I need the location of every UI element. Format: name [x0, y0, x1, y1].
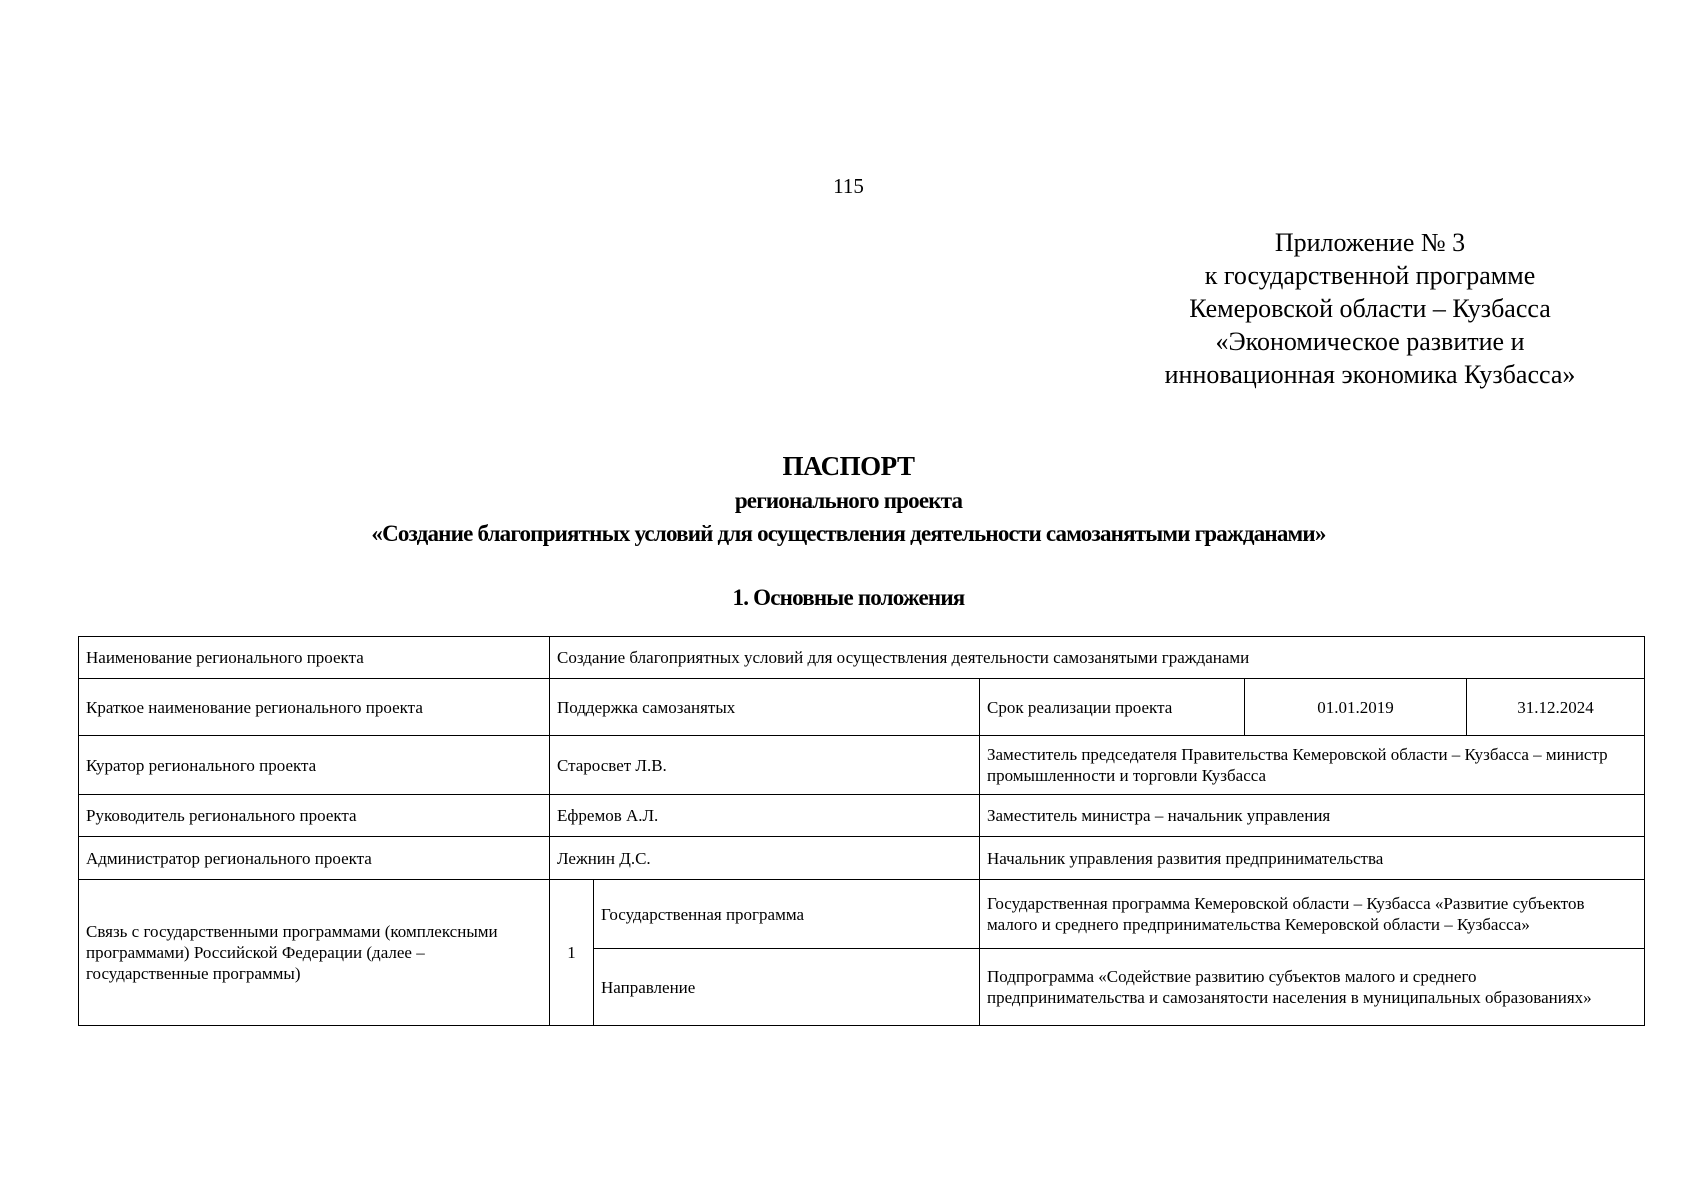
document-project-name: «Создание благоприятных условий для осуществления деятельности самозанятыми гражданами»: [371, 521, 1326, 546]
short-name-value: Поддержка самозанятых: [550, 679, 980, 736]
appendix-header: [1120, 226, 1620, 391]
appendix-line: инновационная экономика Кузбасса»: [1164, 360, 1576, 389]
appendix-line: «Экономическое развитие и: [1215, 327, 1525, 356]
row-label: Куратор регионального проекта: [79, 736, 550, 795]
end-date: 31.12.2024: [1467, 679, 1645, 736]
period-label: Срок реализации проекта: [980, 679, 1245, 736]
project-name-value: Создание благоприятных условий для осуществления деятельности самозанятыми гражданами: [550, 637, 1645, 679]
table-row: [79, 736, 1645, 795]
row-label: Связь с государственными программами (комплексными программами) Российской Федерации (далее – государственные программы): [79, 880, 550, 1026]
link-number: 1: [550, 880, 594, 1026]
link-type-label: Государственная программа: [594, 880, 980, 949]
appendix-line: Кемеровской области – Кузбасса: [1189, 294, 1551, 323]
passport-table: [78, 636, 1645, 1026]
document-title-block: [0, 448, 1697, 550]
head-position: Заместитель министра – начальник управления: [980, 795, 1645, 837]
page-number: 115: [833, 174, 864, 198]
row-label: Краткое наименование регионального проекта: [79, 679, 550, 736]
document-subtitle: регионального проекта: [734, 488, 963, 513]
row-label: Наименование регионального проекта: [79, 637, 550, 679]
start-date: 01.01.2019: [1245, 679, 1467, 736]
section-heading: 1. Основные положения: [732, 585, 965, 610]
link-type-value: Подпрограмма «Содействие развитию субъектов малого и среднего предпринимательства и самозанятости населения в муниципальных образованиях»: [980, 949, 1645, 1026]
curator-name: Старосвет Л.В.: [550, 736, 980, 795]
admin-name: Лежнин Д.С.: [550, 837, 980, 880]
table-row: [79, 880, 1645, 949]
appendix-line: к государственной программе: [1204, 261, 1536, 290]
link-type-label: Направление: [594, 949, 980, 1026]
curator-position: Заместитель председателя Правительства Кемеровской области – Кузбасса – министр промышленности и торговли Кузбасса: [980, 736, 1645, 795]
link-type-value: Государственная программа Кемеровской области – Кузбасса «Развитие субъектов малого и среднего предпринимательства Кемеровской области – Кузбасса»: [980, 880, 1645, 949]
document-title: ПАСПОРТ: [782, 451, 915, 481]
table-row: [79, 679, 1645, 736]
row-label: Администратор регионального проекта: [79, 837, 550, 880]
admin-position: Начальник управления развития предпринимательства: [980, 837, 1645, 880]
appendix-line: Приложение № 3: [1274, 228, 1466, 257]
table-row: [79, 795, 1645, 837]
head-name: Ефремов А.Л.: [550, 795, 980, 837]
table-row: [79, 837, 1645, 880]
row-label: Руководитель регионального проекта: [79, 795, 550, 837]
table-row: [79, 637, 1645, 679]
